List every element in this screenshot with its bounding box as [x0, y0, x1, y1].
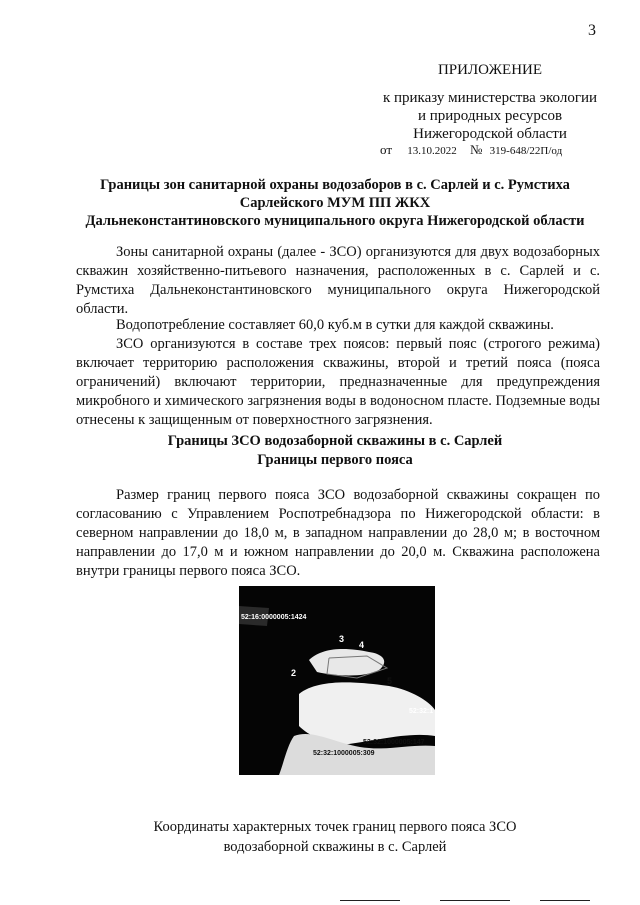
page-number: 3	[588, 22, 596, 39]
section-heading-line: Границы ЗСО водозаборной скважины в с. Сарлей	[167, 433, 503, 449]
main-heading-line: Границы зон санитарной охраны водозаборов в с. Сарлей и с. Румстиха	[100, 177, 570, 193]
order-from-label: от	[380, 142, 393, 157]
scan-footer-rule	[340, 900, 400, 901]
scan-footer-rule	[440, 900, 510, 901]
paragraph	[76, 335, 600, 430]
cadastral-label: 52:32:1000005:309	[313, 750, 375, 757]
cadastral-label: 52:16:0000005:1424	[241, 614, 307, 621]
appendix-line: Нижегородской области	[413, 126, 567, 142]
map-image	[239, 586, 435, 775]
cadastral-label: 52:32:1	[409, 708, 434, 715]
boundary-point-label: 4	[359, 640, 365, 650]
order-reference	[380, 142, 562, 158]
main-heading-line: Дальнеконстантиновского муниципального округа Нижегородской области	[85, 213, 585, 229]
paragraph	[76, 316, 600, 335]
section-heading-line: Границы первого пояса	[257, 452, 413, 468]
paragraph	[76, 243, 600, 319]
order-number: 319-648/22П/од	[489, 145, 563, 157]
order-number-sign: №	[470, 142, 483, 157]
appendix-line: к приказу министерства экологии	[382, 90, 598, 106]
section-paragraph	[76, 486, 600, 581]
paragraph-text: Размер границ первого пояса ЗСО водозаборной скважины сокращен по согласованию с Управлением Роспотребнадзора по Нижегородской области: в северном направлении до 18,0 м, в западном направлении до 28,0 м; в восточном направлении до 17,0 м и южном направлении до 20,0 м. Скважина расположена внутри границы первого пояса ЗСО.	[76, 487, 600, 579]
paragraph-text: Зоны санитарной охраны (далее - ЗСО) организуются для двух водозаборных скважин хозяйственно-питьевого назначения, расположенных в с. Сарлей и с. Румстиха Дальнеконстантиновского муниципального округа Нижегородской области.	[76, 244, 600, 317]
appendix-line: и природных ресурсов	[417, 108, 563, 124]
main-heading-line: Сарлейского МУМ ПП ЖКХ	[239, 195, 431, 211]
boundary-point-label: 3	[339, 634, 345, 644]
order-date: 13.10.2022	[407, 145, 457, 157]
paragraph-text: ЗСО организуются в составе трех поясов: первый пояс (строгого режима) включает территорию расположения скважины, второй и третий пояса (пояса ограничений) включают территории, предназначенные для предупреждения микробного и химического загрязнения воды в водоносном пласте. Подземные воды отнесены к защищенным от поверхностного загрязнения.	[76, 336, 600, 428]
boundary-point-label: 2	[291, 668, 297, 678]
figure-caption-line: Координаты характерных точек границ первого пояса ЗСО	[153, 819, 517, 835]
scan-footer-rule	[540, 900, 590, 901]
cadastral-label: 52:32:1000005:147	[363, 739, 425, 746]
boundary-point-label: 5	[387, 676, 393, 686]
figure-caption-line: водозаборной скважины в с. Сарлей	[223, 839, 447, 855]
appendix-title: ПРИЛОЖЕНИЕ	[437, 62, 543, 78]
paragraph-text: Водопотребление составляет 60,0 куб.м в сутки для каждой скважины.	[116, 317, 554, 333]
